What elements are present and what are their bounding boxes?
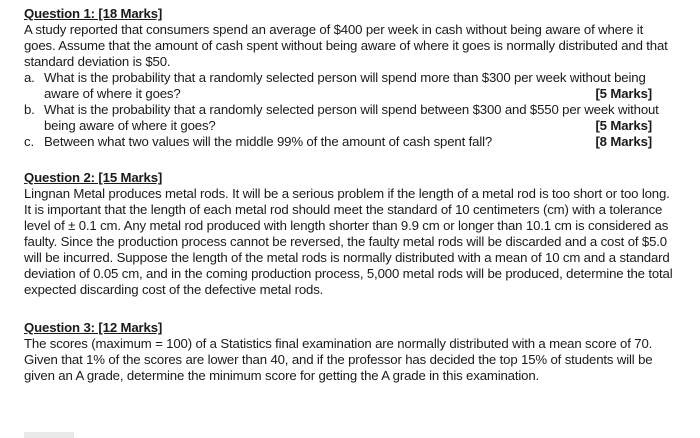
part-marks: [8 Marks] (595, 134, 652, 149)
question-2 (24, 170, 676, 298)
part-letter: a. (24, 70, 35, 85)
part-letter: c. (24, 134, 34, 149)
part-marks: [5 Marks] (595, 118, 652, 133)
spacer (24, 150, 676, 170)
part-marks: [5 Marks] (595, 86, 652, 101)
question-1-parts (24, 70, 676, 150)
question-2-title: Question 2: [15 Marks] (24, 170, 163, 185)
question-3-title: Question 3: [12 Marks] (24, 320, 163, 335)
document (24, 6, 676, 384)
question-3-body: The scores (maximum = 100) of a Statistics final examination are normally distributed with a mean score of 70. Given that 1% of the scores are lower than 40, and if the professor has decided the top 15% of students will be given an A grade, determine the minimum score for getting the A grade in this examination. (24, 336, 653, 383)
part-text: What is the probability that a randomly selected person will spend between $300 and $550 per week without being aware of where it goes? (44, 102, 659, 133)
spacer (24, 298, 676, 320)
part-letter: b. (24, 102, 35, 117)
question-2-body: Lingnan Metal produces metal rods. It will be a serious problem if the length of a metal rod is too short or too long. It is important that the length of each metal rod should meet the standard of 10 centimeters (cm) with a tolerance level of ± 0.1 cm. Any metal rod produced with length shorter than 9.9 cm or longer than 10.1 cm is considered as faulty. Since the production process cannot be reversed, the faulty metal rods will be discarded and a cost of $5.0 will be incurred. Suppose the length of the metal rods is normally distributed with a mean of 10 cm and a standard deviation of 0.05 cm, and in the coming production process, 5,000 metal rods will be produced, determine the total expected discarding cost of the defective metal rods. (24, 186, 673, 297)
question-1-intro: A study reported that consumers spend an average of $400 per week in cash without being aware of where it goes. Assume that the amount of cash spent without being aware of where it goes is normally distributed and that standard deviation is $50. (24, 22, 668, 69)
question-1 (24, 6, 676, 150)
question-1-part-b (24, 102, 676, 134)
question-1-title: Question 1: [18 Marks] (24, 6, 163, 21)
question-1-part-c (24, 134, 676, 150)
question-3 (24, 320, 676, 384)
question-1-part-a (24, 70, 676, 102)
part-text: Between what two values will the middle 99% of the amount of cash spent fall? (44, 134, 493, 149)
page-edge-artifact (24, 432, 74, 438)
part-text: What is the probability that a randomly selected person will spend more than $300 per week without being aware of where it goes? (44, 70, 646, 101)
